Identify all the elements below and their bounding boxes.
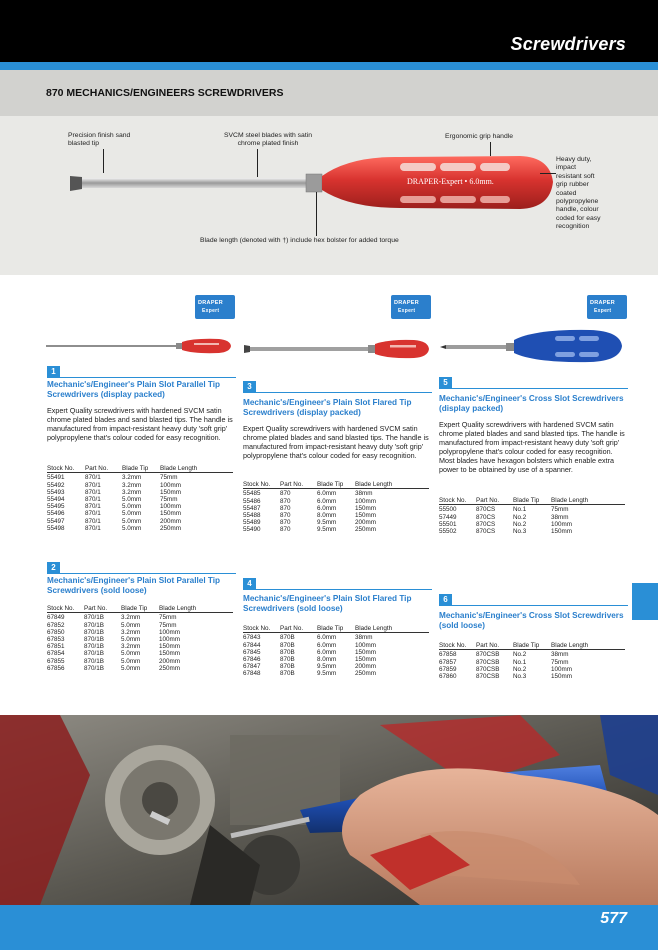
cell-stock-no: 67851	[47, 643, 65, 651]
cell-part-no: 870	[280, 504, 291, 512]
section-6-number: 6	[439, 594, 452, 606]
callout-tip-line2: blasted tip	[68, 140, 99, 148]
product-image-parallel	[44, 331, 234, 361]
cell-part-no: 870/1B	[84, 614, 104, 622]
cell-part-no: 870CSB	[476, 673, 500, 681]
col-tip: Blade Tip	[513, 497, 540, 504]
cell-blade-length: 200mm	[355, 519, 376, 527]
cell-stock-no: 55490	[243, 526, 261, 534]
cell-blade-tip: 5.0mm	[122, 510, 142, 518]
cell-stock-no: 55488	[243, 512, 261, 520]
cell-stock-no: 67860	[439, 673, 457, 681]
col-tip: Blade Tip	[513, 642, 540, 649]
table-row	[47, 613, 233, 622]
cell-blade-tip: No.1	[513, 506, 527, 514]
cell-blade-tip: 9.5mm	[317, 663, 337, 671]
section-4-number: 4	[243, 578, 256, 590]
callout-handle-desc-line7: handle, colour	[556, 206, 599, 214]
logo-1-line1: DRAPER	[198, 300, 224, 306]
cell-part-no: 870	[280, 512, 291, 520]
table-header	[47, 605, 233, 613]
col-part: Part No.	[84, 605, 108, 612]
hero-heading-bar	[0, 70, 658, 116]
section-5-number: 5	[439, 377, 452, 389]
cell-blade-length: 150mm	[355, 656, 376, 664]
cell-blade-length: 150mm	[551, 528, 572, 536]
section-5-rule	[439, 388, 628, 389]
callout-handle-desc-line8: coded for easy	[556, 214, 601, 222]
cell-blade-length: 100mm	[160, 503, 181, 511]
col-stock: Stock No.	[243, 625, 271, 632]
cell-blade-length: 100mm	[551, 665, 572, 673]
cell-stock-no: 67844	[243, 641, 261, 649]
cell-part-no: 870/1B	[84, 643, 104, 651]
cell-part-no: 870CSB	[476, 665, 500, 673]
cell-blade-length: 250mm	[355, 526, 376, 534]
section-3-number: 3	[243, 381, 256, 393]
cell-blade-tip: 5.0mm	[121, 657, 141, 665]
cell-blade-tip: 6.0mm	[317, 648, 337, 656]
cell-part-no: 870CSB	[476, 651, 500, 659]
cell-blade-length: 75mm	[160, 474, 178, 482]
section-6-rule	[439, 605, 628, 606]
cell-blade-length: 200mm	[159, 657, 180, 665]
cell-stock-no: 55497	[47, 517, 65, 525]
cell-stock-no: 67856	[47, 664, 65, 672]
table-row	[243, 498, 429, 505]
page-number: 577	[600, 910, 627, 927]
table-row	[47, 525, 233, 532]
workshop-photo	[0, 715, 658, 905]
callout-handle-desc-line4: grip rubber	[556, 181, 589, 189]
col-stock: Stock No.	[47, 605, 75, 612]
cell-part-no: 870CS	[476, 528, 496, 536]
cell-blade-length: 150mm	[355, 648, 376, 656]
cell-blade-length: 38mm	[551, 651, 569, 659]
table-row	[439, 650, 625, 659]
cell-part-no: 870/1B	[84, 636, 104, 644]
cell-blade-length: 100mm	[159, 636, 180, 644]
cell-stock-no: 55489	[243, 519, 261, 527]
cell-stock-no: 67858	[439, 651, 457, 659]
cell-part-no: 870B	[280, 663, 295, 671]
cell-part-no: 870CS	[476, 506, 496, 514]
col-length: Blade Length	[355, 481, 393, 488]
hero-panel	[0, 116, 658, 275]
col-length: Blade Length	[355, 625, 393, 632]
cell-part-no: 870/1B	[84, 621, 104, 629]
table-row	[47, 489, 233, 496]
section-4-rule	[243, 589, 432, 590]
callout-blade-line1: SVCM steel blades with satin	[223, 132, 313, 139]
section-6-title: Mechanic's/Engineer's Cross Slot Screwdrivers (sold loose)	[439, 611, 624, 630]
cell-blade-length: 75mm	[160, 496, 178, 504]
cell-stock-no: 67857	[439, 658, 457, 666]
cell-part-no: 870/1B	[84, 664, 104, 672]
cell-stock-no: 67848	[243, 670, 261, 678]
col-part: Part No.	[280, 625, 304, 632]
cell-stock-no: 55495	[47, 503, 65, 511]
cell-stock-no: 67855	[47, 657, 65, 665]
callout-handle-desc-leader	[540, 173, 556, 174]
cell-part-no: 870/1	[85, 510, 101, 518]
cell-part-no: 870	[280, 526, 291, 534]
table-header	[243, 481, 429, 489]
cell-part-no: 870/1	[85, 496, 101, 504]
cell-stock-no: 55496	[47, 510, 65, 518]
logo-3-line2: Expert	[594, 308, 612, 314]
cell-part-no: 870CSB	[476, 658, 500, 666]
cell-blade-tip: 5.0mm	[122, 517, 142, 525]
cell-blade-tip: 3.2mm	[122, 481, 142, 489]
product-image-flared	[244, 335, 434, 365]
cell-blade-tip: No.2	[513, 651, 527, 659]
cell-blade-tip: No.3	[513, 673, 527, 681]
cell-blade-length: 38mm	[355, 634, 373, 642]
table-row	[243, 656, 429, 663]
header-band	[0, 0, 658, 70]
section-1-number: 1	[47, 366, 60, 378]
footer-band	[0, 905, 658, 950]
cell-blade-tip: 5.0mm	[121, 650, 141, 658]
cell-blade-length: 38mm	[551, 513, 569, 521]
cell-stock-no: 55500	[439, 506, 457, 514]
logo-1-line2: Expert	[202, 308, 220, 314]
cell-stock-no: 55486	[243, 497, 261, 505]
cell-blade-tip: 3.2mm	[122, 488, 142, 496]
section-2-table	[47, 605, 233, 672]
table-row	[439, 666, 625, 673]
draper-expert-logo-1	[195, 295, 235, 319]
hero-heading: 870 MECHANICS/ENGINEERS SCREWDRIVERS	[46, 87, 284, 99]
cell-blade-length: 150mm	[355, 504, 376, 512]
cell-part-no: 870/1	[85, 517, 101, 525]
cell-blade-tip: 5.0mm	[121, 664, 141, 672]
table-row	[243, 633, 429, 642]
callout-handle-ergo: Ergonomic grip handle	[445, 133, 514, 140]
cell-part-no: 870	[280, 490, 291, 498]
cell-blade-length: 150mm	[551, 673, 572, 681]
callout-handle-desc-line9: recognition	[556, 223, 590, 231]
col-part: Part No.	[280, 481, 304, 488]
cell-blade-length: 75mm	[159, 614, 177, 622]
cell-blade-length: 150mm	[159, 643, 180, 651]
cell-blade-tip: 5.0mm	[121, 636, 141, 644]
cell-blade-length: 150mm	[160, 510, 181, 518]
section-3-title: Mechanic's/Engineer's Plain Slot Flared Tip Screwdrivers (display packed)	[243, 398, 412, 417]
callout-length: Blade length (denoted with †) include hex bolster for added torque	[200, 237, 399, 244]
cell-part-no: 870/1	[85, 488, 101, 496]
col-part: Part No.	[476, 642, 500, 649]
cell-stock-no: 67853	[47, 636, 65, 644]
section-3-description: Expert Quality screwdrivers with hardened SVCM satin chrome plated blades and sand blasted tips. The handle is manufactured from impact-resistant heavy duty 'soft grip' polypropylene that's colour coded for easy recognition.	[243, 424, 429, 461]
table-row	[439, 528, 625, 535]
cell-part-no: 870B	[280, 634, 295, 642]
col-length: Blade Length	[551, 497, 589, 504]
section-1-description: Expert Quality screwdrivers with hardened SVCM satin chrome plated blades and sand blasted tips. The handle is manufactured from impact-resistant heavy duty 'soft grip' polypropylene that's colour coded for easy recognition.	[47, 406, 233, 443]
table-header	[243, 625, 429, 633]
callout-blade	[208, 132, 328, 149]
callout-tip-line1: Precision finish sand	[68, 132, 131, 139]
cell-blade-tip: No.2	[513, 665, 527, 673]
table-row	[47, 482, 233, 489]
section-5-description: Expert Quality screwdrivers with hardened SVCM satin chrome plated blades and sand blasted tips. The handle is manufactured from impact-resistant heavy duty 'soft grip' polypropylene that's colour coded for easy recognition. Most blades have hexagon bolsters which enable extra power to be obtained by use of a spanner.	[439, 420, 625, 475]
cell-blade-tip: No.2	[513, 520, 527, 528]
col-tip: Blade Tip	[122, 465, 149, 472]
cell-blade-length: 250mm	[159, 664, 180, 672]
table-row	[243, 642, 429, 649]
table-row	[439, 514, 625, 521]
col-tip: Blade Tip	[317, 625, 344, 632]
cell-stock-no: 57449	[439, 513, 457, 521]
table-row	[47, 518, 233, 525]
section-1-title: Mechanic's/Engineer's Plain Slot Parallel Tip Screwdrivers (display packed)	[47, 380, 221, 399]
hero-banner	[0, 70, 658, 275]
cell-part-no: 870B	[280, 656, 295, 664]
cell-stock-no: 67843	[243, 634, 261, 642]
section-5-table	[439, 497, 625, 535]
cell-blade-length: 100mm	[160, 481, 181, 489]
hero-handle-print: DRAPER-Expert • 6.0mm.	[407, 177, 494, 186]
table-row	[243, 519, 429, 526]
cell-blade-length: 100mm	[159, 628, 180, 636]
table-row	[439, 521, 625, 528]
section-2-rule	[47, 573, 236, 574]
cell-blade-length: 75mm	[159, 621, 177, 629]
col-tip: Blade Tip	[317, 481, 344, 488]
callout-blade-line2: chrome plated finish	[237, 140, 299, 148]
table-row	[47, 473, 233, 482]
table-header	[439, 497, 625, 505]
cell-part-no: 870B	[280, 670, 295, 678]
cell-blade-tip: 3.2mm	[121, 643, 141, 651]
cell-blade-tip: 6.0mm	[317, 497, 337, 505]
col-length: Blade Length	[551, 642, 589, 649]
cell-part-no: 870B	[280, 648, 295, 656]
cell-part-no: 870	[280, 497, 291, 505]
cell-blade-tip: 8.0mm	[317, 656, 337, 664]
callout-blade-leader	[257, 149, 258, 177]
table-row	[439, 659, 625, 666]
cell-blade-length: 100mm	[355, 497, 376, 505]
table-header	[439, 642, 625, 650]
draper-expert-logo-3	[587, 295, 627, 319]
cell-blade-tip: No.3	[513, 528, 527, 536]
cell-stock-no: 55491	[47, 474, 65, 482]
table-row	[47, 636, 233, 643]
cell-part-no: 870/1	[85, 481, 101, 489]
section-3-rule	[243, 392, 432, 393]
col-part: Part No.	[85, 465, 109, 472]
cell-stock-no: 55493	[47, 488, 65, 496]
product-image-cross	[440, 326, 630, 366]
col-part: Part No.	[476, 497, 500, 504]
callout-handle-desc	[556, 156, 626, 232]
cell-stock-no: 55498	[47, 524, 65, 532]
cell-stock-no: 55502	[439, 528, 457, 536]
cell-blade-tip: 9.5mm	[317, 526, 337, 534]
cell-stock-no: 67846	[243, 656, 261, 664]
cell-part-no: 870CS	[476, 520, 496, 528]
section-1-rule	[47, 377, 236, 378]
cell-blade-tip: No.2	[513, 513, 527, 521]
table-row	[47, 658, 233, 665]
table-row	[243, 670, 429, 677]
cell-part-no: 870/1	[85, 524, 101, 532]
callout-tip-leader	[103, 149, 104, 173]
col-stock: Stock No.	[47, 465, 75, 472]
col-length: Blade Length	[159, 605, 197, 612]
cell-stock-no: 55492	[47, 481, 65, 489]
cell-blade-tip: 9.5mm	[317, 670, 337, 678]
cell-blade-tip: 5.0mm	[122, 503, 142, 511]
cell-stock-no: 55485	[243, 490, 261, 498]
cell-blade-tip: 6.0mm	[317, 490, 337, 498]
cell-blade-tip: 6.0mm	[317, 634, 337, 642]
section-3-table	[243, 481, 429, 534]
logo-3-line1: DRAPER	[590, 300, 616, 306]
table-row	[47, 643, 233, 650]
cell-blade-length: 100mm	[551, 520, 572, 528]
section-1-table	[47, 465, 233, 532]
cell-blade-tip: 6.0mm	[317, 504, 337, 512]
cell-blade-tip: 8.0mm	[317, 512, 337, 520]
cell-blade-length: 150mm	[355, 512, 376, 520]
cell-part-no: 870/1	[85, 474, 101, 482]
logo-2-line2: Expert	[398, 308, 416, 314]
cell-stock-no: 55501	[439, 520, 457, 528]
cell-stock-no: 67854	[47, 650, 65, 658]
cell-blade-length: 150mm	[159, 650, 180, 658]
section-2-number: 2	[47, 562, 60, 574]
callout-tip	[68, 132, 168, 149]
callout-handle-desc-line3: resistant soft	[556, 172, 595, 180]
cell-part-no: 870/1B	[84, 628, 104, 636]
cell-blade-tip: 3.2mm	[122, 474, 142, 482]
cell-blade-tip: 3.2mm	[121, 614, 141, 622]
table-row	[47, 629, 233, 636]
cell-blade-length: 150mm	[160, 488, 181, 496]
cell-blade-length: 75mm	[551, 658, 569, 666]
cell-part-no: 870/1B	[84, 650, 104, 658]
callout-handle-desc-line1: Heavy duty,	[556, 156, 592, 163]
cell-stock-no: 67847	[243, 663, 261, 671]
table-row	[243, 505, 429, 512]
table-row	[243, 663, 429, 670]
callout-handle-desc-line2: impact	[556, 164, 577, 172]
cell-blade-tip: 5.0mm	[121, 621, 141, 629]
section-6-table	[439, 642, 625, 680]
cell-blade-tip: 5.0mm	[122, 524, 142, 532]
col-stock: Stock No.	[439, 642, 467, 649]
cell-blade-tip: 5.0mm	[122, 496, 142, 504]
table-row	[243, 526, 429, 533]
cell-part-no: 870CS	[476, 513, 496, 521]
table-header	[47, 465, 233, 473]
table-row	[243, 649, 429, 656]
callout-handle-desc-line6: polypropylene	[556, 198, 599, 206]
cell-part-no: 870B	[280, 641, 295, 649]
cell-stock-no: 67859	[439, 665, 457, 673]
header-accent-stripe	[0, 62, 658, 70]
cell-part-no: 870/1	[85, 503, 101, 511]
workshop-photo-scene	[0, 715, 658, 905]
draper-expert-logo-2	[391, 295, 431, 319]
cell-blade-length: 200mm	[160, 517, 181, 525]
cell-stock-no: 67849	[47, 614, 65, 622]
cell-blade-length: 75mm	[551, 506, 569, 514]
section-4-title: Mechanic's/Engineer's Plain Slot Flared Tip Screwdrivers (sold loose)	[243, 594, 412, 613]
cell-stock-no: 67845	[243, 648, 261, 656]
table-row	[47, 622, 233, 629]
cell-blade-tip: 3.2mm	[121, 628, 141, 636]
table-row	[47, 496, 233, 503]
col-stock: Stock No.	[243, 481, 271, 488]
cell-blade-tip: 6.0mm	[317, 641, 337, 649]
cell-stock-no: 67852	[47, 621, 65, 629]
cell-blade-length: 100mm	[355, 641, 376, 649]
cell-blade-tip: No.1	[513, 658, 527, 666]
cell-part-no: 870	[280, 519, 291, 527]
section-2-title: Mechanic's/Engineer's Plain Slot Parallel Tip Screwdrivers (sold loose)	[47, 576, 221, 595]
table-row	[439, 505, 625, 514]
cell-blade-tip: 9.5mm	[317, 519, 337, 527]
col-stock: Stock No.	[439, 497, 467, 504]
table-row	[243, 512, 429, 519]
cell-blade-length: 200mm	[355, 663, 376, 671]
table-row	[47, 503, 233, 510]
callout-handle-desc-line5: coated	[556, 189, 577, 197]
table-row	[439, 673, 625, 680]
col-length: Blade Length	[160, 465, 198, 472]
col-tip: Blade Tip	[121, 605, 148, 612]
cell-stock-no: 67850	[47, 628, 65, 636]
section-4-table	[243, 625, 429, 678]
cell-blade-length: 38mm	[355, 490, 373, 498]
cell-part-no: 870/1B	[84, 657, 104, 665]
section-side-tab	[632, 583, 658, 620]
table-row	[47, 650, 233, 657]
logo-2-line1: DRAPER	[394, 300, 420, 306]
table-row	[47, 665, 233, 672]
cell-stock-no: 55494	[47, 496, 65, 504]
table-row	[47, 510, 233, 517]
cell-blade-length: 250mm	[355, 670, 376, 678]
cell-stock-no: 55487	[243, 504, 261, 512]
cell-blade-length: 250mm	[160, 524, 181, 532]
category-title: Screwdrivers	[510, 34, 626, 54]
callout-handle-ergo-leader	[490, 142, 491, 156]
table-row	[243, 489, 429, 498]
callout-length-leader	[316, 192, 317, 236]
section-5-title: Mechanic's/Engineer's Cross Slot Screwdrivers (display packed)	[439, 394, 624, 413]
